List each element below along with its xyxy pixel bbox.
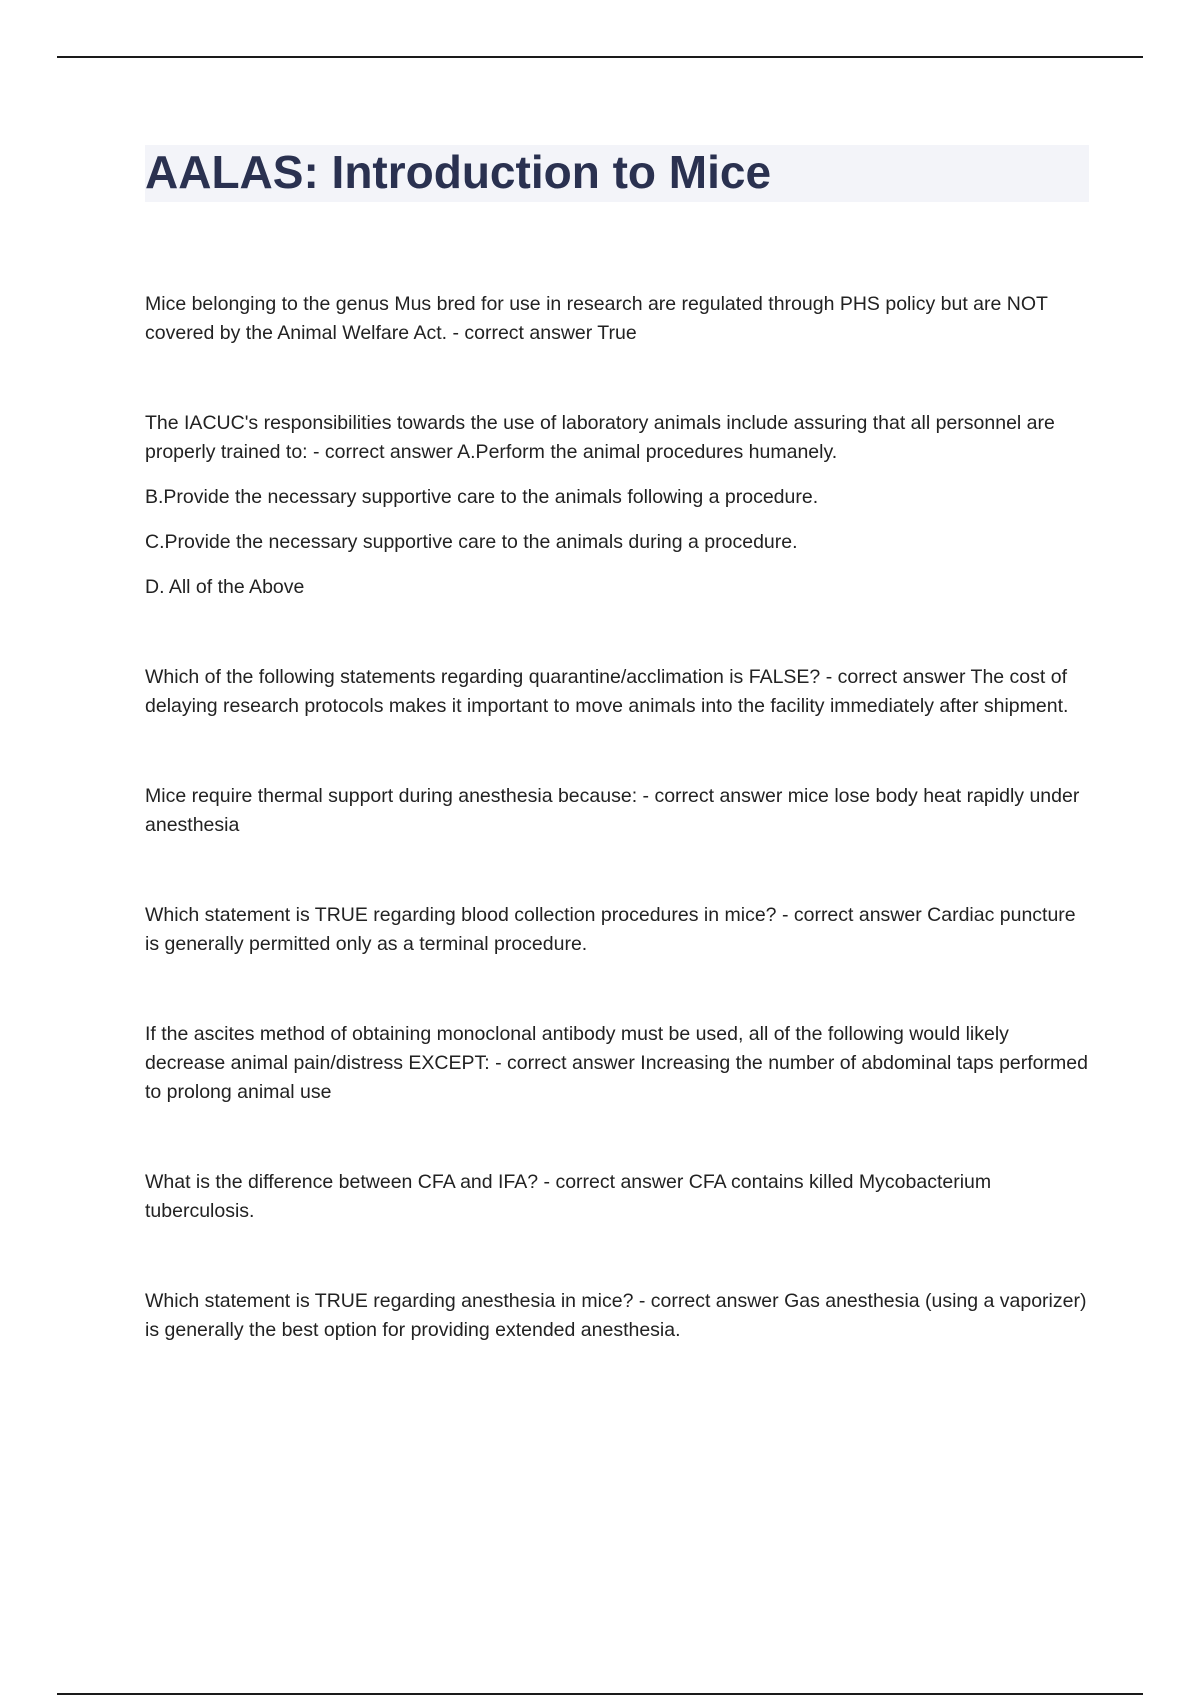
top-rule [57,56,1143,58]
qa-item-2-text: The IACUC's responsibilities towards the use of laboratory animals include assuring that all personnel are properly trained to: - correct answer A.Perform the animal procedures humanely. [145,412,1055,463]
qa-item-7: What is the difference between CFA and IFA? - correct answer CFA contains killed Mycobacterium tuberculosis. [145,1171,992,1222]
qa-item-5: Which statement is TRUE regarding blood collection procedures in mice? - correct answer Cardiac puncture is generally permitted only as a terminal procedure. [145,904,1076,955]
qa-item-2-option-c: C.Provide the necessary supportive care to the animals during a procedure. [145,531,798,553]
qa-item-1: Mice belonging to the genus Mus bred for use in research are regulated through PHS policy but are NOT covered by the Animal Welfare Act. - correct answer True [145,293,1048,344]
qa-list [145,290,1090,1345]
qa-item-8: Which statement is TRUE regarding anesthesia in mice? - correct answer Gas anesthesia (using a vaporizer) is generally the best option for providing extended anesthesia. [145,1290,1087,1341]
document-title: AALAS: Introduction to Mice [145,146,772,198]
qa-item-2 [145,409,1090,602]
qa-item-2-option-d: D. All of the Above [145,576,305,598]
qa-item-3: Which of the following statements regarding quarantine/acclimation is FALSE? - correct answer The cost of delaying research protocols makes it important to move animals into the facility immediately after shipment. [145,666,1069,717]
bottom-rule [57,1693,1143,1695]
qa-item-6: If the ascites method of obtaining monoclonal antibody must be used, all of the following would likely decrease animal pain/distress EXCEPT: - correct answer Increasing the number of abdominal taps performed to prolong animal use [145,1023,1088,1103]
qa-item-2-option-b: B.Provide the necessary supportive care to the animals following a procedure. [145,486,819,508]
qa-item-4: Mice require thermal support during anesthesia because: - correct answer mice lose body heat rapidly under anesthesia [145,785,1080,836]
